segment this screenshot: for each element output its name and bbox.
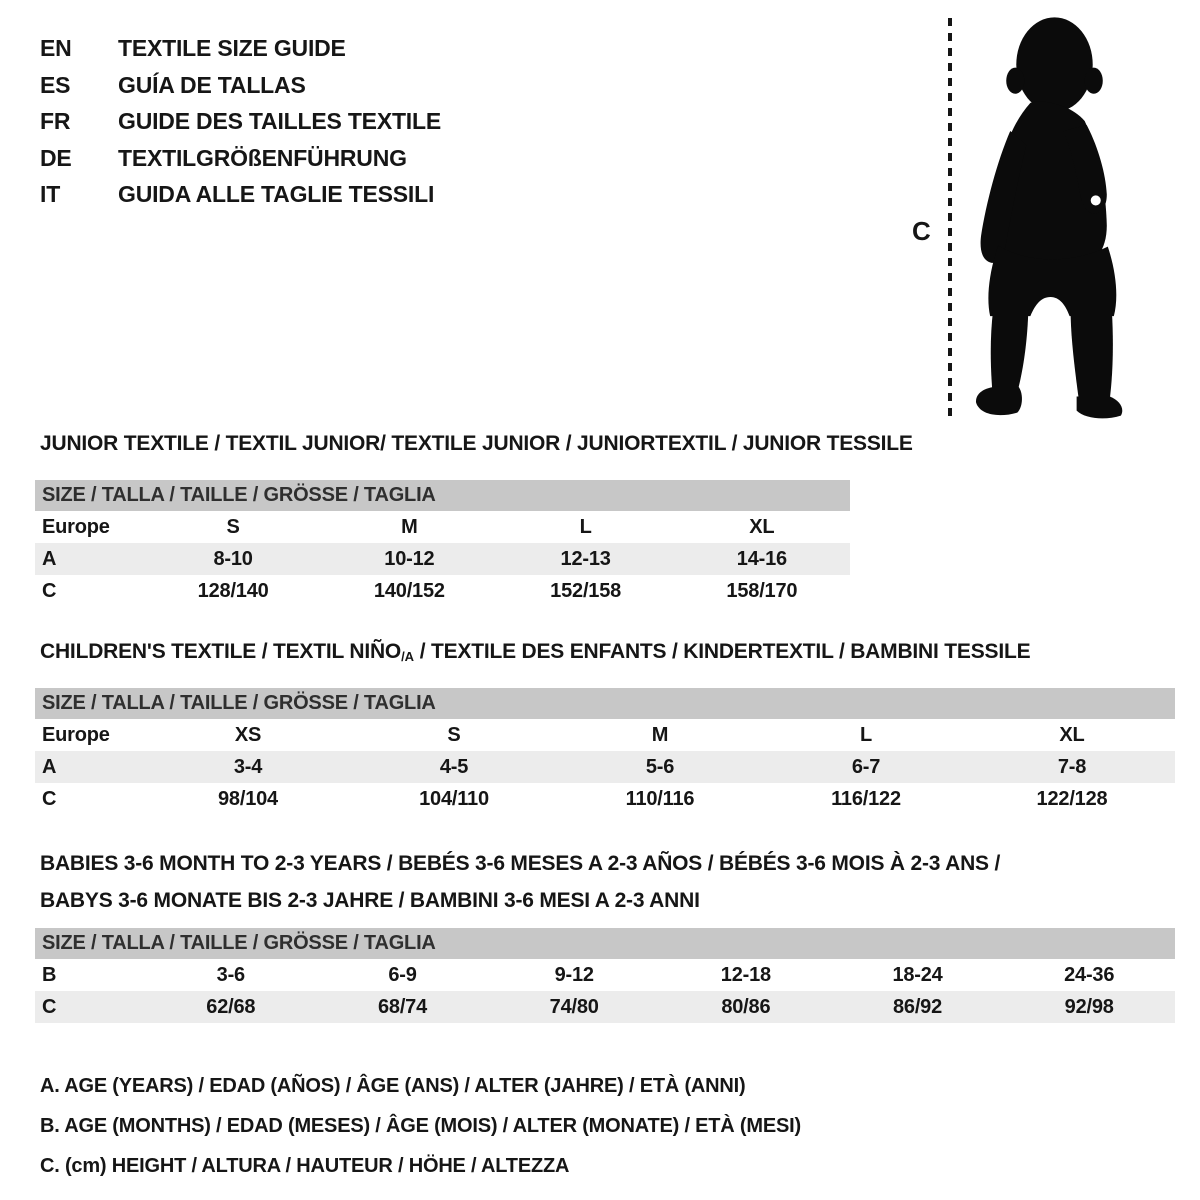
row-label: A (42, 755, 57, 778)
size-cell: L (579, 515, 592, 538)
table-row-height-cm (35, 783, 1175, 815)
lang-title: GUIDE DES TAILLES TEXTILE (118, 108, 441, 134)
height-cell: 140/152 (373, 579, 445, 602)
height-cell: 116/122 (831, 787, 901, 810)
row-label: C (42, 787, 57, 810)
junior-size-table (35, 480, 850, 607)
lang-title: GUIDA ALLE TAGLIE TESSILI (118, 181, 435, 207)
age-cell: 6-7 (851, 755, 881, 778)
lang-title: TEXTILGRÖßENFÜHRUNG (118, 144, 407, 171)
lang-code: IT (40, 181, 61, 207)
table-row-europe (35, 511, 850, 543)
babies-title-line1: BABIES 3-6 MONTH TO 2-3 YEARS / BEBÉS 3-6 MESES A 2-3 AÑOS / BÉBÉS 3-6 MOIS À 2-3 ANS / (40, 852, 1001, 875)
babies-size-header-bar: SIZE / TALLA / TAILLE / GRÖSSE / TAGLIA (35, 928, 1175, 959)
table-row-height-cm (35, 991, 1175, 1023)
age-cell: 6-9 (388, 963, 417, 986)
children-section-title (40, 640, 1030, 664)
height-cell: 104/110 (419, 787, 489, 810)
age-cell: 4-5 (439, 755, 469, 778)
size-cell: XL (749, 515, 775, 538)
lang-title: GUÍA DE TALLAS (118, 71, 306, 98)
height-dashed-line (948, 18, 952, 416)
lang-row-de (40, 140, 441, 177)
lang-code: FR (40, 108, 71, 134)
row-label: B (42, 963, 57, 986)
age-cell: 12-13 (560, 547, 611, 570)
lang-row-en (40, 30, 441, 67)
age-cell: 8-10 (213, 547, 253, 570)
height-cell: 128/140 (197, 579, 269, 602)
height-cell: 92/98 (1064, 995, 1114, 1018)
age-cell: 3-6 (216, 963, 245, 986)
row-label: Europe (42, 723, 110, 746)
size-cell: M (401, 515, 418, 538)
age-cell: 24-36 (1064, 963, 1115, 986)
height-cell: 152/158 (550, 579, 622, 602)
size-cell: L (859, 723, 873, 746)
size-cell: M (651, 723, 669, 746)
age-cell: 5-6 (645, 755, 675, 778)
size-cell: XL (1059, 723, 1085, 746)
children-title-subscript: /A (401, 649, 415, 664)
children-title-pre: CHILDREN'S TEXTILE / TEXTIL NIÑO (40, 640, 402, 663)
table-row-height-cm (35, 575, 850, 607)
measurement-legend (40, 1066, 801, 1186)
children-table-rows (35, 719, 1175, 815)
height-cell: 74/80 (549, 995, 599, 1018)
height-measure-label: C (912, 216, 931, 246)
age-cell: 10-12 (384, 547, 435, 570)
children-size-table (35, 688, 1175, 815)
row-label: C (42, 579, 57, 602)
legend-line-a: A. AGE (YEARS) / EDAD (AÑOS) / ÂGE (ANS) / ALTER (JAHRE) / ETÀ (ANNI) (40, 1075, 746, 1097)
row-label: C (42, 995, 57, 1018)
table-row-age-months (35, 959, 1175, 991)
legend-line-b: B. AGE (MONTHS) / EDAD (MESES) / ÂGE (MOIS) / ALTER (MONATE) / ETÀ (MESI) (40, 1115, 801, 1137)
children-title-post: / TEXTILE DES ENFANTS / KINDERTEXTIL / BAMBINI TESSILE (414, 640, 1031, 663)
language-header (40, 30, 441, 213)
height-cell: 122/128 (1036, 787, 1108, 810)
junior-section-title: JUNIOR TEXTILE / TEXTIL JUNIOR/ TEXTILE JUNIOR / JUNIORTEXTIL / JUNIOR TESSILE (40, 432, 913, 455)
age-cell: 7-8 (1057, 755, 1087, 778)
table-row-age-years (35, 543, 850, 575)
age-cell: 12-18 (720, 963, 771, 986)
height-cell: 98/104 (218, 787, 278, 810)
height-cell: 158/170 (726, 579, 798, 602)
height-cell: 68/74 (377, 995, 428, 1018)
age-cell: 14-16 (736, 547, 787, 570)
height-cell: 86/92 (892, 995, 943, 1018)
lang-row-it (40, 176, 441, 213)
lang-row-fr (40, 103, 441, 140)
lang-title: TEXTILE SIZE GUIDE (118, 35, 346, 61)
lang-code: EN (40, 35, 72, 61)
children-size-header-bar: SIZE / TALLA / TAILLE / GRÖSSE / TAGLIA (35, 688, 1175, 719)
row-label: A (42, 547, 57, 570)
lang-code: DE (40, 144, 72, 171)
size-cell: S (226, 515, 240, 538)
legend-line-c: C. (cm) HEIGHT / ALTURA / HAUTEUR / HÖHE / ALTEZZA (40, 1155, 570, 1177)
age-cell: 3-4 (233, 755, 263, 778)
height-cell: 110/116 (625, 787, 695, 810)
lang-row-es (40, 67, 441, 104)
babies-size-table (35, 928, 1175, 1023)
junior-size-header-bar: SIZE / TALLA / TAILLE / GRÖSSE / TAGLIA (35, 480, 850, 511)
size-cell: XS (234, 723, 262, 746)
toddler-silhouette-icon (966, 12, 1142, 420)
junior-table-rows (35, 511, 850, 607)
table-row-age-years (35, 751, 1175, 783)
babies-section-title (40, 845, 1000, 919)
height-cell: 62/68 (206, 995, 256, 1018)
babies-table-rows (35, 959, 1175, 1023)
table-row-europe (35, 719, 1175, 751)
babies-title-line2: BABYS 3-6 MONATE BIS 2-3 JAHRE / BAMBINI 3-6 MESI A 2-3 ANNI (40, 889, 700, 912)
age-cell: 9-12 (554, 963, 594, 986)
age-cell: 18-24 (892, 963, 943, 986)
lang-code: ES (40, 71, 71, 98)
row-label: Europe (42, 515, 110, 538)
size-cell: S (447, 723, 461, 746)
height-cell: 80/86 (721, 995, 771, 1018)
